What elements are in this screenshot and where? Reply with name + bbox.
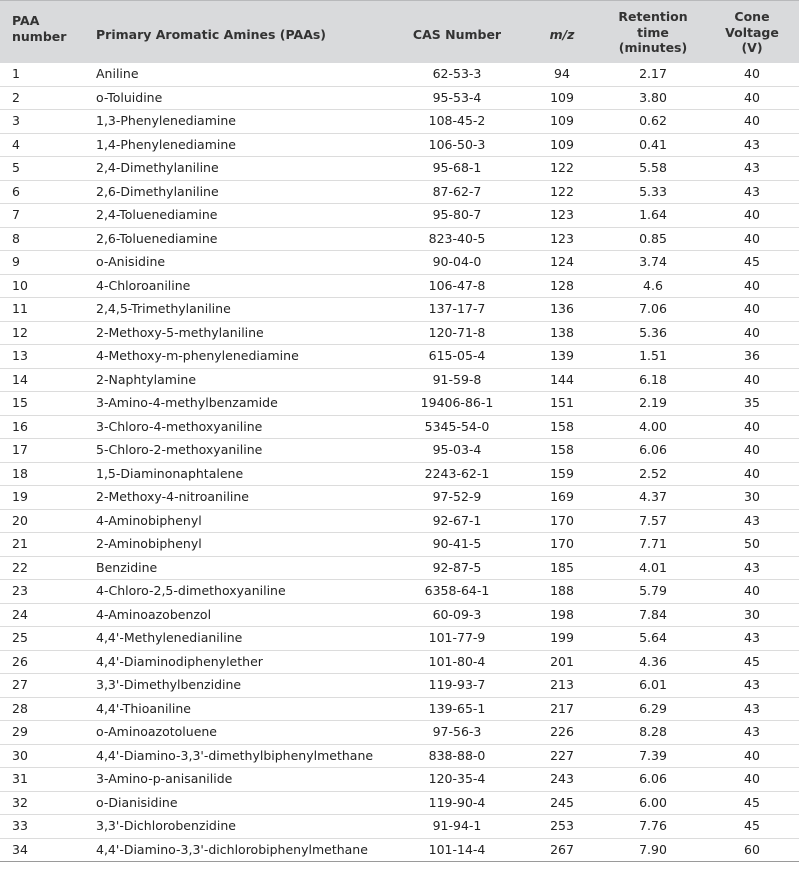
cell-mz: 199 (550, 630, 574, 645)
cell-retention-time: 5.64 (639, 630, 667, 645)
cell-paa-number: 15 (12, 395, 28, 410)
header-paa-number-line1: PAA (12, 13, 40, 28)
table-row (0, 157, 799, 181)
cell-paa-number: 17 (12, 442, 28, 457)
table-row (0, 815, 799, 839)
cell-name: 1,5-Diaminonaphtalene (96, 465, 244, 481)
cell-cas: 90-04-0 (432, 254, 482, 269)
cell-retention-time: 4.6 (643, 277, 663, 293)
cell-cone-voltage: 43 (744, 677, 760, 692)
cell-name: o-Dianisidine (96, 794, 178, 810)
cell-name: 2,4-Dimethylaniline (96, 160, 219, 175)
cell-mz: 188 (550, 583, 574, 598)
cell-cone-voltage: 40 (744, 113, 760, 128)
table-row (0, 698, 799, 722)
cell-retention-time: 0.62 (639, 113, 667, 128)
table-row (0, 721, 799, 745)
cell-paa-number: 18 (12, 465, 28, 481)
cell-mz: 158 (550, 442, 574, 457)
cell-retention-time: 6.00 (639, 794, 667, 810)
cell-cone-voltage: 43 (744, 630, 760, 645)
cell-mz: 226 (550, 724, 574, 739)
cell-cone-voltage: 43 (744, 160, 760, 175)
header-retention-time (604, 9, 702, 56)
cell-mz: 136 (550, 301, 574, 316)
cell-retention-time: 7.39 (639, 747, 667, 763)
cell-name: 3-Chloro-4-methoxyaniline (96, 418, 263, 434)
cell-retention-time: 4.01 (639, 559, 667, 575)
table-row (0, 87, 799, 111)
cell-retention-time: 5.36 (639, 324, 667, 340)
cell-paa-number: 1 (12, 66, 20, 81)
cell-mz: 109 (550, 136, 574, 152)
table-row (0, 768, 799, 792)
cell-paa-number: 25 (12, 630, 28, 645)
cell-name: o-Anisidine (96, 254, 166, 269)
table-row (0, 251, 799, 275)
cell-cone-voltage: 40 (744, 747, 760, 763)
cell-mz: 124 (550, 254, 574, 269)
cell-cas: 108-45-2 (428, 113, 486, 128)
cell-cone-voltage: 40 (744, 583, 760, 598)
cell-mz: 109 (550, 113, 574, 128)
header-cone-line2: Voltage (725, 24, 779, 40)
cell-mz: 213 (550, 677, 574, 692)
cell-name: 2,6-Toluenediamine (96, 230, 218, 246)
cell-retention-time: 2.17 (639, 66, 667, 81)
cell-name: 2-Aminobiphenyl (96, 536, 202, 551)
cell-mz: 198 (550, 606, 574, 622)
cell-retention-time: 3.74 (639, 254, 667, 269)
cell-name: 4,4'-Methylenedianiline (96, 630, 243, 645)
cell-cone-voltage: 40 (744, 465, 760, 481)
cell-cone-voltage: 40 (744, 324, 760, 340)
cell-retention-time: 5.58 (639, 160, 667, 175)
cell-paa-number: 23 (12, 583, 28, 598)
cell-mz: 253 (550, 818, 574, 833)
cell-retention-time: 1.64 (639, 207, 667, 222)
cell-cas: 615-05-4 (428, 348, 486, 363)
cell-cas: 87-62-7 (432, 183, 482, 199)
table-row (0, 486, 799, 510)
table-row (0, 439, 799, 463)
table-row (0, 392, 799, 416)
header-cone-line3: (V) (741, 40, 763, 55)
table-row (0, 839, 799, 863)
cell-paa-number: 10 (12, 277, 28, 293)
cell-cas: 97-56-3 (432, 724, 482, 739)
cell-cas: 120-71-8 (428, 324, 486, 340)
cell-paa-number: 13 (12, 348, 28, 363)
cell-cas: 19406-86-1 (420, 395, 494, 410)
cell-retention-time: 6.29 (639, 700, 667, 716)
cell-cas: 92-67-1 (432, 512, 482, 528)
cell-paa-number: 24 (12, 606, 28, 622)
table-row (0, 228, 799, 252)
cell-paa-number: 29 (12, 724, 28, 739)
table-row (0, 627, 799, 651)
cell-paa-number: 30 (12, 747, 28, 763)
cell-cone-voltage: 40 (744, 277, 760, 293)
cell-retention-time: 8.28 (639, 724, 667, 739)
cell-mz: 94 (554, 66, 570, 81)
cell-cas: 106-47-8 (428, 277, 486, 293)
cell-cas: 119-93-7 (428, 677, 486, 692)
cell-mz: 159 (550, 465, 574, 481)
cell-mz: 185 (550, 559, 574, 575)
table-row (0, 792, 799, 816)
table-row (0, 745, 799, 769)
cell-cas: 137-17-7 (428, 301, 486, 316)
cell-cas: 823-40-5 (428, 230, 486, 246)
cell-name: 4,4'-Thioaniline (96, 700, 191, 716)
cell-name: 3,3'-Dimethylbenzidine (96, 677, 242, 692)
cell-name: 3-Amino-p-anisanilide (96, 771, 233, 786)
cell-mz: 170 (550, 512, 574, 528)
cell-cas: 91-94-1 (432, 818, 482, 833)
header-retention-line1: Retention (618, 9, 688, 24)
cell-cas: 6358-64-1 (424, 583, 490, 598)
cell-cas: 2243-62-1 (424, 465, 490, 481)
cell-name: o-Aminoazotoluene (96, 724, 218, 739)
cell-paa-number: 4 (12, 136, 20, 152)
cell-name: 3,3'-Dichlorobenzidine (96, 818, 236, 833)
cell-cone-voltage: 40 (744, 371, 760, 387)
cell-mz: 128 (550, 277, 574, 293)
cell-cone-voltage: 43 (744, 183, 760, 199)
cell-retention-time: 1.51 (639, 348, 667, 363)
cell-paa-number: 12 (12, 324, 28, 340)
cell-cas: 91-59-8 (432, 371, 482, 387)
header-retention-line3: (minutes) (618, 40, 688, 55)
cell-cas: 838-88-0 (428, 747, 486, 763)
cell-mz: 122 (550, 183, 574, 199)
cell-mz: 144 (550, 371, 574, 387)
cell-mz: 227 (550, 747, 574, 763)
cell-cone-voltage: 43 (744, 559, 760, 575)
header-cas: CAS Number (412, 27, 502, 42)
cell-cas: 101-14-4 (428, 841, 486, 857)
cell-mz: 169 (550, 489, 574, 504)
cell-name: 4-Aminoazobenzol (96, 606, 212, 622)
header-retention-line2: time (637, 24, 669, 40)
cell-paa-number: 20 (12, 512, 28, 528)
table-header (0, 0, 799, 63)
cell-retention-time: 6.18 (639, 371, 667, 387)
cell-retention-time: 7.90 (639, 841, 667, 857)
cell-cas: 95-03-4 (432, 442, 482, 457)
cell-paa-number: 26 (12, 653, 28, 669)
cell-name: Aniline (96, 66, 139, 81)
cell-cone-voltage: 36 (744, 348, 760, 363)
cell-paa-number: 5 (12, 160, 20, 175)
table-row (0, 604, 799, 628)
header-cone-voltage (708, 9, 796, 56)
cell-name: 2,4,5-Trimethylaniline (96, 301, 231, 316)
table-row (0, 322, 799, 346)
cell-cone-voltage: 30 (744, 489, 760, 504)
cell-name: 2-Naphtylamine (96, 371, 197, 387)
cell-paa-number: 14 (12, 371, 28, 387)
cell-name: 2,6-Dimethylaniline (96, 183, 219, 199)
cell-name: 4-Chloro-2,5-dimethoxyaniline (96, 583, 286, 598)
cell-paa-number: 2 (12, 89, 20, 105)
cell-name: 4-Methoxy-m-phenylenediamine (96, 348, 299, 363)
cell-paa-number: 33 (12, 818, 28, 833)
cell-retention-time: 0.41 (639, 136, 667, 152)
cell-mz: 217 (550, 700, 574, 716)
cell-paa-number: 28 (12, 700, 28, 716)
cell-retention-time: 4.00 (639, 418, 667, 434)
table-row (0, 110, 799, 134)
table-row (0, 674, 799, 698)
cell-mz: 123 (550, 207, 574, 222)
cell-cone-voltage: 40 (744, 207, 760, 222)
table-row (0, 134, 799, 158)
cell-paa-number: 6 (12, 183, 20, 199)
cell-retention-time: 5.79 (639, 583, 667, 598)
cell-paa-number: 22 (12, 559, 28, 575)
cell-cone-voltage: 60 (744, 841, 760, 857)
cell-name: 4-Chloroaniline (96, 277, 191, 293)
cell-paa-number: 11 (12, 301, 28, 316)
cell-retention-time: 2.52 (639, 465, 667, 481)
cell-cone-voltage: 50 (744, 536, 760, 551)
cell-mz: 139 (550, 348, 574, 363)
table-row (0, 204, 799, 228)
table-row (0, 181, 799, 205)
cell-cone-voltage: 40 (744, 771, 760, 786)
table-row (0, 298, 799, 322)
cell-cone-voltage: 40 (744, 442, 760, 457)
cell-cone-voltage: 45 (744, 794, 760, 810)
cell-mz: 122 (550, 160, 574, 175)
cell-cas: 97-52-9 (432, 489, 482, 504)
cell-cone-voltage: 43 (744, 136, 760, 152)
cell-retention-time: 3.80 (639, 89, 667, 105)
cell-retention-time: 5.33 (639, 183, 667, 199)
cell-cas: 92-87-5 (432, 559, 482, 575)
cell-name: 4,4'-Diaminodiphenylether (96, 653, 263, 669)
cell-name: 3-Amino-4-methylbenzamide (96, 395, 278, 410)
cell-mz: 109 (550, 89, 574, 105)
cell-mz: 151 (550, 395, 574, 410)
cell-mz: 170 (550, 536, 574, 551)
cell-name: 4-Aminobiphenyl (96, 512, 202, 528)
cell-mz: 123 (550, 230, 574, 246)
cell-name: 5-Chloro-2-methoxyaniline (96, 442, 263, 457)
cell-name: Benzidine (96, 559, 158, 575)
cell-cas: 120-35-4 (428, 771, 486, 786)
cell-retention-time: 2.19 (639, 395, 667, 410)
cell-cas: 101-80-4 (428, 653, 486, 669)
cell-cone-voltage: 40 (744, 230, 760, 246)
cell-paa-number: 31 (12, 771, 28, 786)
cell-cas: 62-53-3 (432, 66, 482, 81)
cell-mz: 243 (550, 771, 574, 786)
cell-retention-time: 7.84 (639, 606, 667, 622)
cell-name: 4,4'-Diamino-3,3'-dichlorobiphenylmethane (96, 841, 368, 857)
cell-cas: 119-90-4 (428, 794, 486, 810)
cell-cone-voltage: 45 (744, 818, 760, 833)
cell-cone-voltage: 40 (744, 89, 760, 105)
cell-cas: 95-80-7 (432, 207, 482, 222)
table-row (0, 416, 799, 440)
cell-cone-voltage: 35 (744, 395, 760, 410)
cell-name: 2-Methoxy-4-nitroaniline (96, 489, 249, 504)
cell-paa-number: 19 (12, 489, 28, 504)
cell-cone-voltage: 43 (744, 724, 760, 739)
table-row (0, 369, 799, 393)
cell-retention-time: 4.37 (639, 489, 667, 504)
cell-paa-number: 27 (12, 677, 28, 692)
cell-cas: 95-68-1 (432, 160, 482, 175)
cell-mz: 158 (550, 418, 574, 434)
cell-cas: 95-53-4 (432, 89, 482, 105)
table-row (0, 275, 799, 299)
cell-cas: 60-09-3 (432, 606, 482, 622)
table-row (0, 63, 799, 87)
cell-cone-voltage: 40 (744, 66, 760, 81)
cell-retention-time: 7.06 (639, 301, 667, 316)
table-row (0, 580, 799, 604)
cell-name: 1,3-Phenylenediamine (96, 113, 236, 128)
cell-cone-voltage: 30 (744, 606, 760, 622)
cell-retention-time: 7.57 (639, 512, 667, 528)
table-row (0, 651, 799, 675)
header-paa-number-line2: number (12, 28, 67, 44)
cell-cas: 101-77-9 (428, 630, 486, 645)
cell-name: 4,4'-Diamino-3,3'-dimethylbiphenylmethane (96, 747, 374, 763)
cell-paa-number: 21 (12, 536, 28, 551)
table-body (0, 63, 799, 862)
cell-cone-voltage: 40 (744, 418, 760, 434)
cell-retention-time: 0.85 (639, 230, 667, 246)
cell-retention-time: 7.76 (639, 818, 667, 833)
table-row (0, 345, 799, 369)
cell-name: 2-Methoxy-5-methylaniline (96, 324, 264, 340)
cell-name: 2,4-Toluenediamine (96, 207, 218, 222)
cell-mz: 267 (550, 841, 574, 857)
table-row (0, 463, 799, 487)
cell-paa-number: 16 (12, 418, 28, 434)
cell-mz: 245 (550, 794, 574, 810)
cell-cone-voltage: 43 (744, 512, 760, 528)
cell-cone-voltage: 45 (744, 254, 760, 269)
table-row (0, 533, 799, 557)
cell-paa-number: 32 (12, 794, 28, 810)
cell-cas: 139-65-1 (428, 700, 486, 716)
cell-retention-time: 6.06 (639, 442, 667, 457)
cell-retention-time: 4.36 (639, 653, 667, 669)
cell-mz: 201 (550, 653, 574, 669)
cell-mz: 138 (550, 324, 574, 340)
table-row (0, 557, 799, 581)
cell-cas: 90-41-5 (432, 536, 482, 551)
header-name: Primary Aromatic Amines (PAAs) (96, 27, 327, 42)
cell-name: 1,4-Phenylenediamine (96, 136, 236, 152)
cell-paa-number: 3 (12, 113, 20, 128)
cell-cone-voltage: 43 (744, 700, 760, 716)
header-paa-number (12, 13, 66, 44)
cell-paa-number: 7 (12, 207, 20, 222)
cell-retention-time: 6.01 (639, 677, 667, 692)
cell-paa-number: 34 (12, 841, 28, 857)
table-row (0, 510, 799, 534)
cell-cas: 106-50-3 (428, 136, 486, 152)
cell-name: o-Toluidine (96, 89, 163, 105)
header-cone-line1: Cone (734, 9, 770, 24)
header-mz: m/z (549, 27, 575, 42)
cell-retention-time: 6.06 (639, 771, 667, 786)
cell-cas: 5345-54-0 (424, 418, 490, 434)
cell-cone-voltage: 45 (744, 653, 760, 669)
cell-paa-number: 9 (12, 254, 20, 269)
cell-retention-time: 7.71 (639, 536, 667, 551)
cell-paa-number: 8 (12, 230, 20, 246)
cell-cone-voltage: 40 (744, 301, 760, 316)
